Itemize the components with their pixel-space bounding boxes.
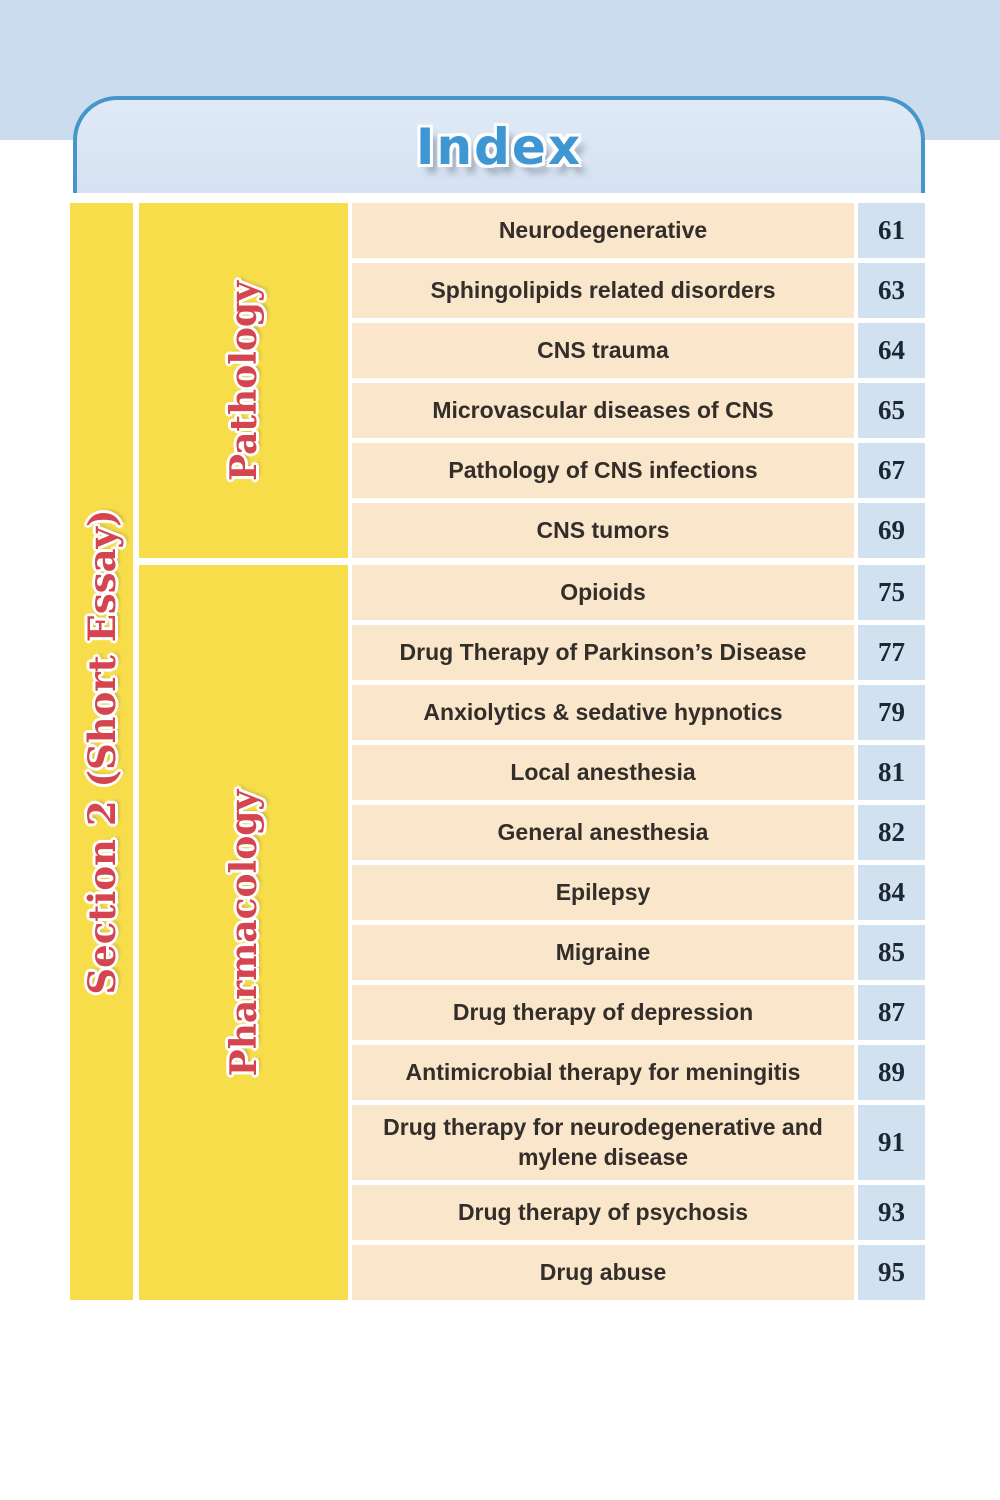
topic-cell: Opioids [352, 565, 854, 620]
page-number-cell: 93 [858, 1185, 925, 1240]
table-row [352, 323, 925, 378]
table-row [352, 625, 925, 680]
page-number-cell: 84 [858, 865, 925, 920]
table-row [352, 925, 925, 980]
topic-cell: Migraine [352, 925, 854, 980]
page-number-cell: 82 [858, 805, 925, 860]
section-label: Section 2 (Short Essay) [79, 508, 124, 995]
table-row [352, 1245, 925, 1300]
table-row [352, 383, 925, 438]
page-number-cell: 63 [858, 263, 925, 318]
table-row [352, 805, 925, 860]
table-row [352, 443, 925, 498]
page-number-cell: 81 [858, 745, 925, 800]
topic-cell: Drug Therapy of Parkinson’s Disease [352, 625, 854, 680]
groups-column [139, 203, 925, 1300]
table-row [352, 565, 925, 620]
topic-cell: Drug abuse [352, 1245, 854, 1300]
topic-cell: Sphingolipids related disorders [352, 263, 854, 318]
page-number-cell: 61 [858, 203, 925, 258]
topic-cell: Neurodegenerative [352, 203, 854, 258]
section-label-column [70, 203, 133, 1300]
topic-cell: Drug therapy for neurodegenerative and mylene disease [352, 1105, 854, 1180]
topic-cell: Drug therapy of psychosis [352, 1185, 854, 1240]
table-row [352, 1185, 925, 1240]
topic-cell: Drug therapy of depression [352, 985, 854, 1040]
pharmacology-label: Pharmacology [222, 789, 265, 1076]
table-row [352, 685, 925, 740]
page-number-cell: 65 [858, 383, 925, 438]
page-number-cell: 69 [858, 503, 925, 558]
page-number-cell: 64 [858, 323, 925, 378]
page-number-cell: 91 [858, 1105, 925, 1180]
page-number-cell: 87 [858, 985, 925, 1040]
page-number-cell: 95 [858, 1245, 925, 1300]
page-number-cell: 75 [858, 565, 925, 620]
topic-cell: Pathology of CNS infections [352, 443, 854, 498]
topic-cell: Epilepsy [352, 865, 854, 920]
topic-cell: General anesthesia [352, 805, 854, 860]
pharmacology-label-column [139, 565, 348, 1300]
table-row [352, 203, 925, 258]
page-number-cell: 89 [858, 1045, 925, 1100]
table-row [352, 1105, 925, 1180]
pathology-rows [352, 203, 925, 558]
table-row [352, 503, 925, 558]
page-number-cell: 79 [858, 685, 925, 740]
topic-cell: Anxiolytics & sedative hypnotics [352, 685, 854, 740]
topic-cell: CNS tumors [352, 503, 854, 558]
page-number-cell: 67 [858, 443, 925, 498]
table-row [352, 263, 925, 318]
index-table [70, 203, 925, 1300]
topic-cell: Microvascular diseases of CNS [352, 383, 854, 438]
table-row [352, 985, 925, 1040]
pharmacology-rows [352, 565, 925, 1300]
table-row [352, 1045, 925, 1100]
topic-cell: Local anesthesia [352, 745, 854, 800]
pathology-label-column [139, 203, 348, 558]
page-title: Index [415, 117, 583, 176]
group-pathology [139, 203, 925, 558]
group-pharmacology [139, 565, 925, 1300]
pathology-label: Pathology [222, 280, 265, 481]
page-number-cell: 77 [858, 625, 925, 680]
topic-cell: Antimicrobial therapy for meningitis [352, 1045, 854, 1100]
page-number-cell: 85 [858, 925, 925, 980]
table-row [352, 865, 925, 920]
index-header [73, 96, 925, 193]
topic-cell: CNS trauma [352, 323, 854, 378]
table-row [352, 745, 925, 800]
